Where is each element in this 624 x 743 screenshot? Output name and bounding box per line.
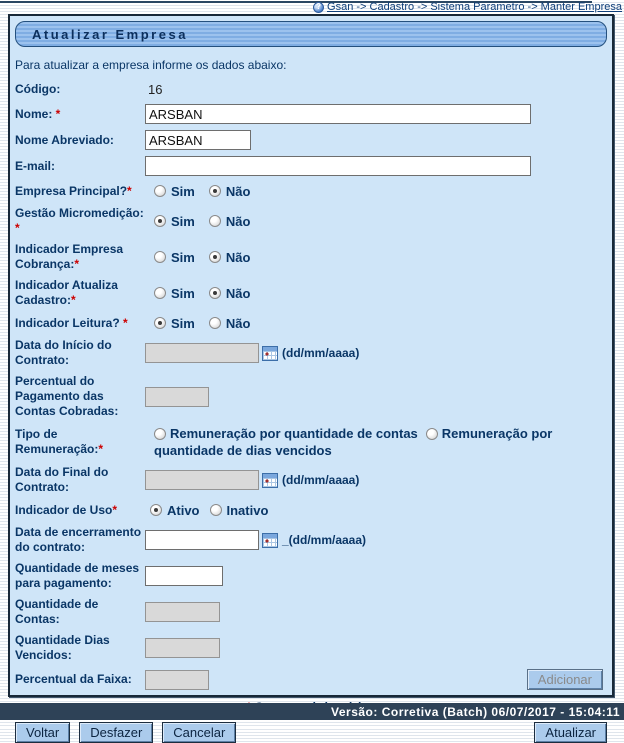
empresa-principal-option-sim[interactable]: Sim xyxy=(154,184,195,199)
field-row-indicador-uso xyxy=(15,501,607,519)
indicador-uso-label: Indicador de Uso xyxy=(15,502,113,517)
field-row-indicador-empresa-cobranca xyxy=(15,242,607,272)
qtd-meses-pagamento-input[interactable] xyxy=(145,566,223,586)
radio-button[interactable] xyxy=(154,215,166,227)
radio-button[interactable] xyxy=(154,317,166,329)
qtd-dias-vencidos-label: Quantidade Dias Vencidos: xyxy=(15,633,110,662)
tipo-remuneracao-option-contas[interactable]: Remuneração por quantidade de contas xyxy=(154,425,418,442)
radio-button[interactable] xyxy=(210,504,222,516)
field-row-qtd-dias-vencidos xyxy=(15,633,607,663)
field-row-email xyxy=(15,156,607,176)
codigo-label: Código: xyxy=(15,81,61,96)
indicador-atualiza-cadastro-label: Indicador Atualiza Cadastro: xyxy=(15,278,118,307)
required-asterisk: * xyxy=(74,257,80,271)
indicador-uso-option-inativo[interactable]: Inativo xyxy=(210,503,269,518)
cancelar-button[interactable]: Cancelar xyxy=(162,722,236,743)
indicador-empresa-cobranca-label: Indicador Empresa Cobrança: xyxy=(15,242,124,271)
indicador-leitura-label: Indicador Leitura? xyxy=(15,315,120,330)
indicador-atualiza-cadastro-option-nao[interactable]: Não xyxy=(209,286,251,301)
qtd-meses-pagamento-label: Quantidade de meses para pagamento: xyxy=(15,561,140,590)
indicador-leitura-option-sim[interactable]: Sim xyxy=(154,316,195,331)
qtd-contas-label: Quantidade de Contas: xyxy=(15,597,99,626)
indicador-uso-option-ativo[interactable]: Ativo xyxy=(150,503,200,518)
field-row-gestao-micromedicao xyxy=(15,206,607,236)
required-asterisk: * xyxy=(15,221,20,235)
required-asterisk: * xyxy=(98,442,104,456)
indicador-leitura-option-nao[interactable]: Não xyxy=(209,316,251,331)
atualizar-button[interactable]: Atualizar xyxy=(534,722,607,743)
adicionar-button: Adicionar xyxy=(527,669,603,690)
gestao-micromedicao-label: Gestão Micromedição: xyxy=(15,206,144,220)
action-button-bar xyxy=(10,722,612,743)
field-row-qtd-contas xyxy=(15,597,607,627)
help-icon[interactable]: ? xyxy=(313,2,324,13)
radio-button[interactable] xyxy=(209,185,221,197)
radio-button[interactable] xyxy=(150,504,162,516)
version-text: Versão: Corretiva (Batch) 06/07/2017 - 15:04:11 xyxy=(331,704,620,719)
radio-button[interactable] xyxy=(209,287,221,299)
indicador-empresa-cobranca-option-nao[interactable]: Não xyxy=(209,250,251,265)
tipo-remuneracao-label: Tipo de Remuneração: xyxy=(15,427,99,456)
field-row-indicador-atualiza-cadastro xyxy=(15,278,607,308)
required-asterisk: * xyxy=(119,315,128,330)
page-title: Atualizar Empresa xyxy=(32,26,188,42)
radio-button[interactable] xyxy=(209,317,221,329)
field-row-indicador-leitura xyxy=(15,314,607,332)
field-row-codigo xyxy=(15,80,607,98)
form-instruction: Para atualizar a empresa informe os dados abaixo: xyxy=(15,58,287,72)
data-final-contrato-label: Data do Final do Contrato: xyxy=(15,465,109,494)
field-row-data-final-contrato xyxy=(15,465,607,495)
nome-abreviado-label: Nome Abreviado: xyxy=(15,132,114,147)
field-row-data-encerramento xyxy=(15,525,607,555)
field-row-empresa-principal xyxy=(15,182,607,200)
field-row-qtd-meses-pagamento xyxy=(15,561,607,591)
codigo-value: 16 xyxy=(148,81,163,97)
empresa-principal-option-nao[interactable]: Não xyxy=(209,184,251,199)
radio-button[interactable] xyxy=(154,428,166,440)
radio-button[interactable] xyxy=(209,215,221,227)
percentual-faixa-label: Percentual da Faixa: xyxy=(15,672,132,686)
tipo-remuneracao-option-dias[interactable]: Remuneração por quantidade de dias vencidos xyxy=(154,426,553,458)
date-format-hint: (dd/mm/aaaa) xyxy=(282,346,360,360)
percentual-pagamento-label: Percentual do Pagamento das Contas Cobradas: xyxy=(15,374,119,418)
calendar-icon[interactable] xyxy=(262,346,278,361)
required-asterisk: * xyxy=(127,183,132,198)
date-format-hint: (dd/mm/aaaa) xyxy=(282,473,360,487)
breadcrumb-link[interactable]: Gsan -> Cadastro -> Sistema Parametro -> Manter Empresa xyxy=(327,1,622,13)
percentual-pagamento-input xyxy=(145,387,209,407)
percentual-faixa-input xyxy=(145,670,209,690)
data-inicio-contrato-input xyxy=(145,343,259,363)
field-row-nome xyxy=(15,104,607,124)
page-title-bar xyxy=(15,21,607,47)
version-footer xyxy=(0,703,624,720)
radio-button[interactable] xyxy=(209,251,221,263)
calendar-icon[interactable] xyxy=(262,533,278,548)
voltar-button[interactable]: Voltar xyxy=(15,722,70,743)
empresa-principal-label: Empresa Principal? xyxy=(15,183,128,198)
field-row-percentual-faixa xyxy=(15,669,607,690)
required-asterisk: * xyxy=(52,106,61,121)
radio-button[interactable] xyxy=(154,287,166,299)
calendar-icon[interactable] xyxy=(262,473,278,488)
breadcrumb xyxy=(313,1,622,13)
date-format-hint: _(dd/mm/aaaa) xyxy=(282,533,367,547)
field-row-tipo-remuneracao xyxy=(15,425,607,459)
field-row-percentual-pagamento xyxy=(15,374,607,419)
data-encerramento-label: Data de encerramento do contrato: xyxy=(15,525,142,554)
radio-button[interactable] xyxy=(154,185,166,197)
indicador-atualiza-cadastro-option-sim[interactable]: Sim xyxy=(154,286,195,301)
data-final-contrato-input xyxy=(145,470,259,490)
qtd-contas-input xyxy=(145,602,220,622)
data-inicio-contrato-label: Data do Início do Contrato: xyxy=(15,338,112,367)
data-encerramento-input[interactable] xyxy=(145,530,259,550)
required-asterisk: * xyxy=(71,293,76,307)
email-label: E-mail: xyxy=(15,158,56,173)
field-row-data-inicio-contrato xyxy=(15,338,607,368)
indicador-empresa-cobranca-option-sim[interactable]: Sim xyxy=(154,250,195,265)
required-asterisk: * xyxy=(112,502,118,517)
radio-button[interactable] xyxy=(154,251,166,263)
nome-label: Nome: xyxy=(15,106,53,121)
email-input[interactable] xyxy=(145,156,531,176)
gestao-micromedicao-option-nao[interactable]: Não xyxy=(209,214,251,229)
nome-abreviado-input[interactable] xyxy=(145,130,251,150)
gestao-micromedicao-option-sim[interactable]: Sim xyxy=(154,214,195,229)
field-row-nome-abreviado xyxy=(15,130,607,150)
desfazer-button[interactable]: Desfazer xyxy=(79,722,153,743)
qtd-dias-vencidos-input xyxy=(145,638,220,658)
nome-input[interactable] xyxy=(145,104,531,124)
radio-button[interactable] xyxy=(426,428,438,440)
